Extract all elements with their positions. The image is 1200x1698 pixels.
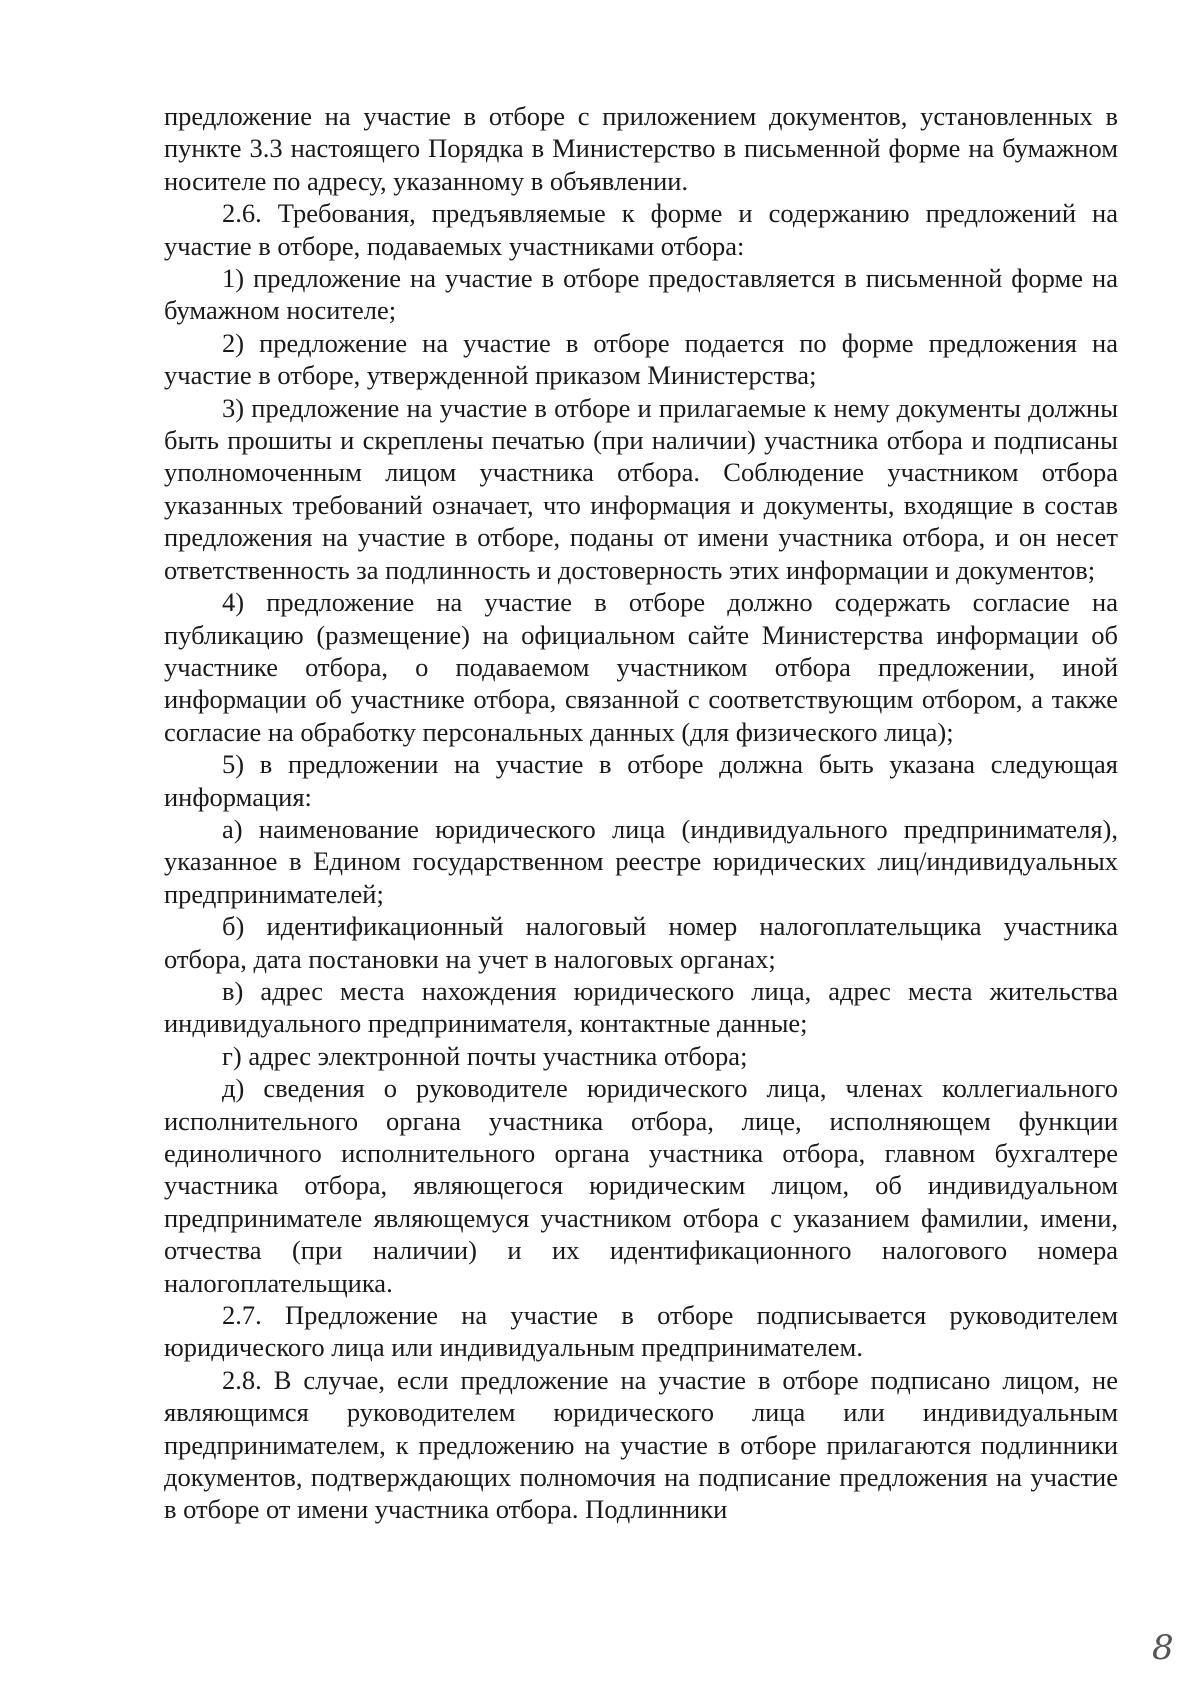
paragraph-2-6-item-4: 4) предложение на участие в отборе должно содержать согласие на публикацию (размещение) на официальном сайте Министерства информации об участнике отбора, о подаваемом участником отбора предложении, иной информации об участнике отбора, связанной с соответствующим отбором, а также согласие на обработку персональных данных (для физического лица);: [164, 587, 1118, 747]
page-number: 8: [1152, 1628, 1174, 1668]
paragraph-2-6-item-3: 3) предложение на участие в отборе и прилагаемые к нему документы должны быть прошиты и скреплены печатью (при наличии) участника отбора и подписаны уполномоченным лицом участника отбора. Соблюдение участником отбора указанных требований означает, что информация и документы, входящие в состав предложения на участие в отборе, поданы от имени участника отбора, и он несет ответственность за подлинность и достоверность этих информации и документов;: [164, 392, 1118, 585]
paragraph-2-6-item-5: 5) в предложении на участие в отборе должна быть указана следующая информация:: [164, 749, 1118, 812]
paragraph-2-6-item-5-v: в) адрес места нахождения юридического лица, адрес места жительства индивидуального предпринимателя, контактные данные;: [164, 975, 1118, 1039]
paragraph-2-6-item-1: 1) предложение на участие в отборе предоставляется в письменной форме на бумажном носителе;: [164, 263, 1118, 326]
paragraph-2-6-item-5-b: б) идентификационный налоговый номер налогоплательщика участника отбора, дата постановки на учет в налоговых органах;: [164, 911, 1118, 974]
paragraph-2-6-item-5-d: д) сведения о руководителе юридического лица, членах коллегиального исполнительного органа участника отбора, лице, исполняющем функции единоличного исполнительного органа участника отбора, главном бухгалтере участника отбора, являющегося юридическим лицом, об индивидуальном предпринимателе являющемуся участником отбора с указанием фамилии, имени, отчества (при наличии) и их идентификационного налогового номера налогоплательщика.: [164, 1073, 1118, 1298]
paragraph-2-6-item-5-a: а) наименование юридического лица (индивидуального предпринимателя), указанное в Едином государственном реестре юридических лиц/индивидуальных предпринимателей;: [164, 813, 1118, 909]
paragraph-2-8: 2.8. В случае, если предложение на участие в отборе подписано лицом, не являющимся руководителем юридического лица или индивидуальным предпринимателем, к предложению на участие в отборе прилагаются подлинники документов, подтверждающих полномочия на подписание предложения на участие в отборе от имени участника отбора. Подлинники: [164, 1364, 1118, 1525]
paragraph-2-7: 2.7. Предложение на участие в отборе подписывается руководителем юридического лица или индивидуальным предпринимателем.: [164, 1300, 1118, 1363]
paragraph-2-6-item-5-g: г) адрес электронной почты участника отбора;: [222, 1040, 748, 1071]
document-body: [164, 100, 1118, 1526]
paragraph-2-6: 2.6. Требования, предъявляемые к форме и содержанию предложений на участие в отборе, подаваемых участниками отбора:: [164, 198, 1118, 261]
paragraph-continuation: предложение на участие в отборе с приложением документов, установленных в пункте 3.3 настоящего Порядка в Министерство в письменной форме на бумажном носителе по адресу, указанному в объявлении.: [164, 101, 1118, 196]
paragraph-2-6-item-2: 2) предложение на участие в отборе подается по форме предложения на участие в отборе, утвержденной приказом Министерства;: [164, 327, 1118, 391]
